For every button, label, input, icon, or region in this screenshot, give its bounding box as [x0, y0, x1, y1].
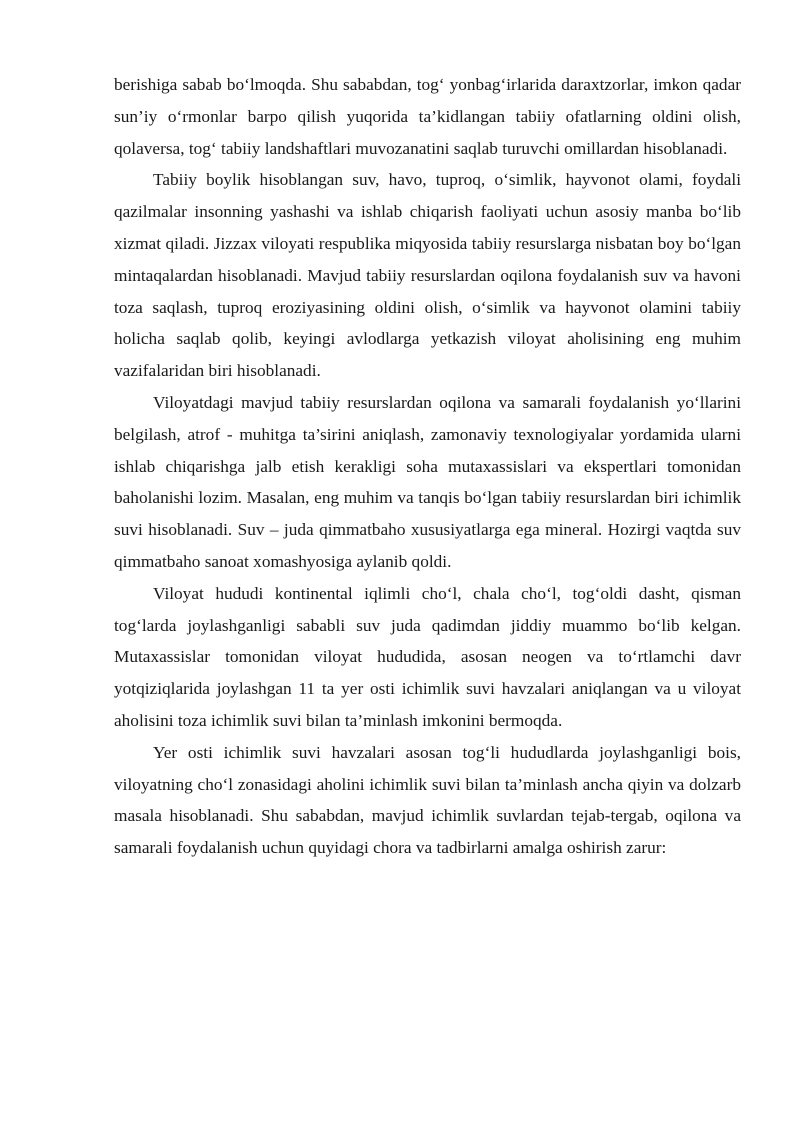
paragraph-continuation: berishiga sabab bo‘lmoqda. Shu sababdan, tog‘ yonbag‘irlarida daraxtzorlar, imkon qadar sun’iy o‘rmonlar barpo qilish yuqorida ta’kidlangan tabiiy ofatlarning oldini olish, qolaversa, tog‘ tabiiy landshaftlari muvozanatini saqlab turuvchi omillardan hisoblanadi. — [114, 75, 741, 158]
paragraph-groundwater: Yer osti ichimlik suvi havzalari asosan tog‘li hududlarda joylashganligi bois, viloyatning cho‘l zonasidagi aholini ichimlik suvi bilan ta’minlash ancha qiyin va dolzarb masala hisoblanadi. Shu sababdan, mavjud ichimlik suvlardan tejab-tergab, oqilona va samarali foydalanish uchun quyidagi chora va tadbirlarni amalga oshirish zarur: — [114, 742, 741, 858]
paragraph-natural-resources: Tabiiy boylik hisoblangan suv, havo, tuproq, o‘simlik, hayvonot olami, foydali qazilmalar insonning yashashi va ishlab chiqarish faoliyati uchun asosiy manba bo‘lib xizmat qiladi. Jizzax viloyati respublika miqyosida tabiiy resurslarga nisbatan boy bo‘lgan mintaqalardan hisoblanadi. Mavjud tabiiy resurslardan oqilona foydalanish suv va havoni toza saqlash, tuproq eroziyasining oldini olish, o‘simlik va hayvonot olamini tabiiy holicha saqlab qolib, keyingi avlodlarga yetkazish viloyat aholisining eng muhim vazifalaridan biri hisoblanadi. — [114, 170, 741, 381]
paragraph-climate-water: Viloyat hududi kontinental iqlimli cho‘l, chala cho‘l, tog‘oldi dasht, qisman tog‘larda joylashganligi sababli suv juda qadimdan jiddiy muammo bo‘lib kelgan. Mutaxassislar tomonidan viloyat hududida, asosan neogen va to‘rtlamchi davr yotqiziqlarida joylashgan 11 ta yer osti ichimlik suvi havzalari aniqlangan va u viloyat aholisini toza ichimlik suvi bilan ta’minlash imkonini bermoqda. — [114, 583, 741, 730]
paragraph-resource-usage: Viloyatdagi mavjud tabiiy resurslardan oqilona va samarali foydalanish yo‘llarini belgilash, atrof - muhitga ta’sirini aniqlash, zamonaviy texnologiyalar yordamida ularni ishlab chiqarishga jalb etish kerakligi soha mutaxassislari va ekspertlari tomonidan baholanishi lozim. Masalan, eng muhim va tanqis bo‘lgan tabiiy resurslardan biri ichimlik suvi hisoblanadi. Suv – juda qimmatbaho xususiyatlarga ega mineral. Hozirgi vaqtda suv qimmatbaho sanoat xomashyosiga aylanib qoldi. — [114, 392, 741, 571]
document-body — [114, 69, 741, 864]
